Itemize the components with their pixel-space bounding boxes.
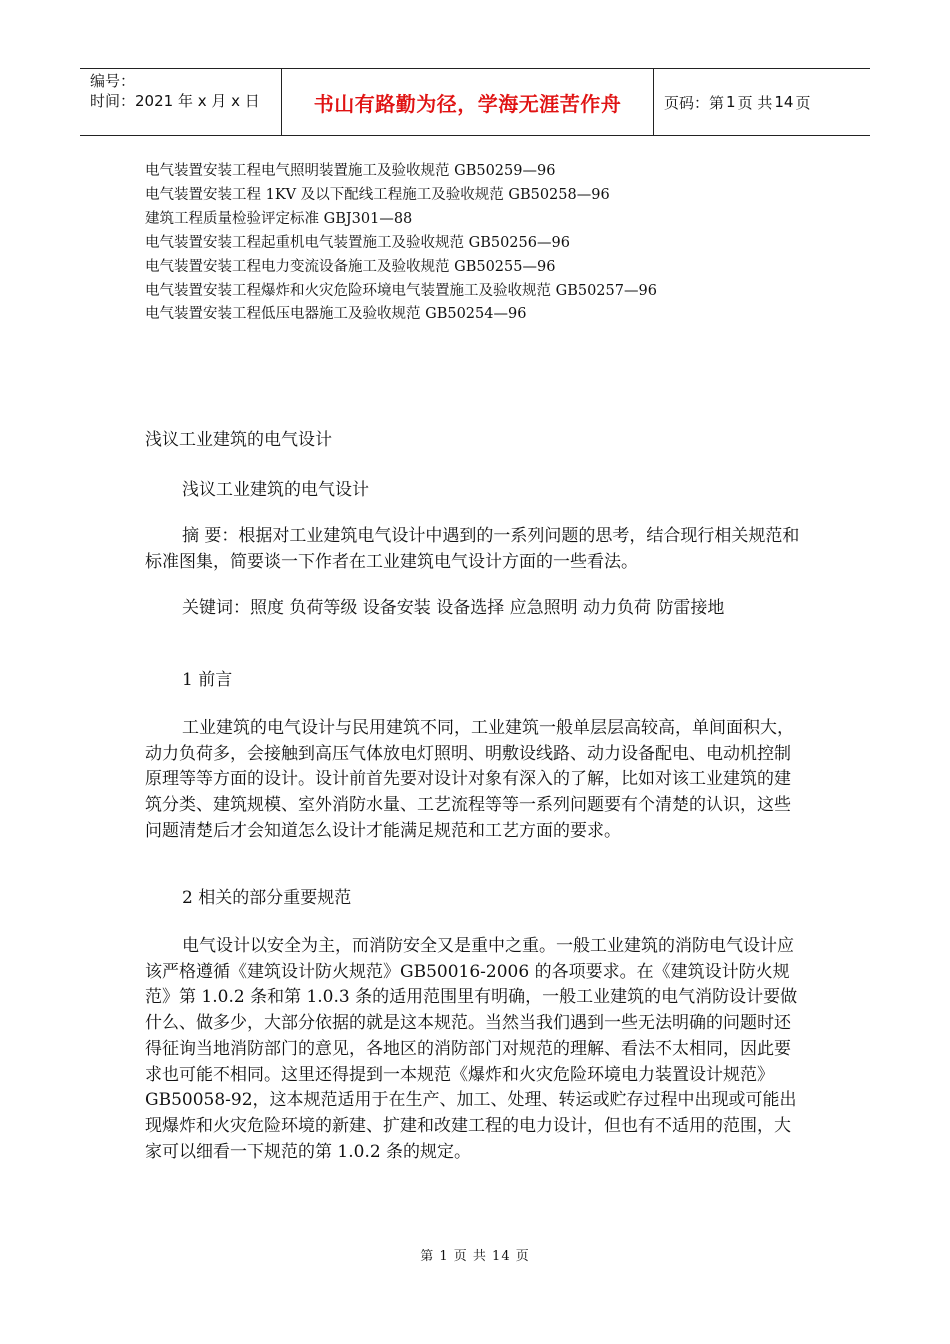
document-date-label: 时间：2021 年 x 月 x 日 (90, 92, 260, 110)
article-heading: 浅议工业建筑的电气设计 (145, 430, 332, 450)
page-header (80, 68, 870, 136)
standard-item: 电气装置安装工程电力变流设备施工及验收规范 GB50255—96 (145, 258, 556, 275)
header-info-cell (80, 69, 282, 135)
section1-paragraph: 工业建筑的电气设计与民用建筑不同，工业建筑一般单层层高较高，单间面积大，动力负荷多，会接触到高压气体放电灯照明、明敷设线路、动力设备配电、电动机控制原理等等方面的设计。设计前首先要对设计对象有深入的了解，比如对该工业建筑的建筑分类、建筑规模、室外消防水量、工艺流程等等一系列问题要有个清楚的认识，这些问题清楚后才会知道怎么设计才能满足规范和工艺方面的要求。 (145, 718, 794, 841)
footer-page-number: 第 1 页 共 14 页 (420, 1249, 530, 1264)
section2-title-block (145, 886, 805, 912)
standard-item: 电气装置安装工程 1KV 及以下配线工程施工及验收规范 GB50258—96 (145, 186, 610, 203)
header-page-cell (654, 69, 870, 135)
page-current: 1 (726, 93, 736, 111)
section2-paragraph: 电气设计以安全为主，而消防安全又是重中之重。一般工业建筑的消防电气设计应该严格遵循《建筑设计防火规范》GB50016-2006 的各项要求。在《建筑设计防火规范》第 1.0.2 条和第 1.0.3 条的适用范围里有明确，一般工业建筑的电气消防设计要做什么、做多少，大部分依据的就是这本规范。当然当我们遇到一些无法明确的问题时还得征询当地消防部门的意见，各地区的消防部门对规范的理解、看法不太相同，因此要求也可能不相同。这里还得提到一本规范《爆炸和火灾危险环境电力装置设计规范》GB50058-92，这本规范适用于在生产、加工、处理、转运或贮存过程中出现或可能出现爆炸和火灾危险环境的新建、扩建和改建工程的电力设计，但也有不适用的范围，大家可以细看一下规范的第 1.0.2 条的规定。 (145, 936, 798, 1162)
abstract-block (145, 524, 805, 575)
standards-list (145, 160, 865, 327)
standard-item: 建筑工程质量检验评定标准 GBJ301—88 (145, 210, 413, 227)
section2-body-block (145, 934, 805, 1165)
abstract-paragraph: 摘 要：根据对工业建筑电气设计中遇到的一系列问题的思考，结合现行相关规范和标准图集，简要谈一下作者在工业建筑电气设计方面的一些看法。 (145, 526, 800, 572)
standard-item: 电气装置安装工程起重机电气装置施工及验收规范 GB50256—96 (145, 234, 570, 251)
page-mid: 页 共 (737, 93, 773, 112)
article-title-block (145, 478, 805, 504)
article-heading-block (145, 428, 805, 454)
standard-item: 电气装置安装工程低压电器施工及验收规范 GB50254—96 (145, 306, 527, 323)
page-prefix: 页码：第 (664, 93, 725, 112)
page-suffix: 页 (795, 93, 811, 112)
page-total: 14 (774, 93, 794, 111)
section1-title-block (145, 668, 805, 694)
header-motto-cell (282, 69, 654, 135)
section1-title: 1 前言 (182, 670, 233, 690)
standard-item: 电气装置安装工程爆炸和火灾危险环境电气装置施工及验收规范 GB50257—96 (145, 282, 657, 299)
header-motto: 书山有路勤为径，学海无涯苦作舟 (313, 91, 622, 116)
section1-body-block (145, 716, 805, 845)
article-title: 浅议工业建筑的电气设计 (182, 480, 369, 500)
document-number-label: 编号： (90, 72, 136, 90)
keywords-paragraph: 关键词：照度 负荷等级 设备安装 设备选择 应急照明 动力负荷 防雷接地 (182, 598, 725, 618)
keywords-block (145, 596, 805, 622)
page-footer (0, 1245, 950, 1264)
standard-item: 电气装置安装工程电气照明装置施工及验收规范 GB50259—96 (145, 163, 556, 179)
section2-title: 2 相关的部分重要规范 (182, 888, 352, 908)
